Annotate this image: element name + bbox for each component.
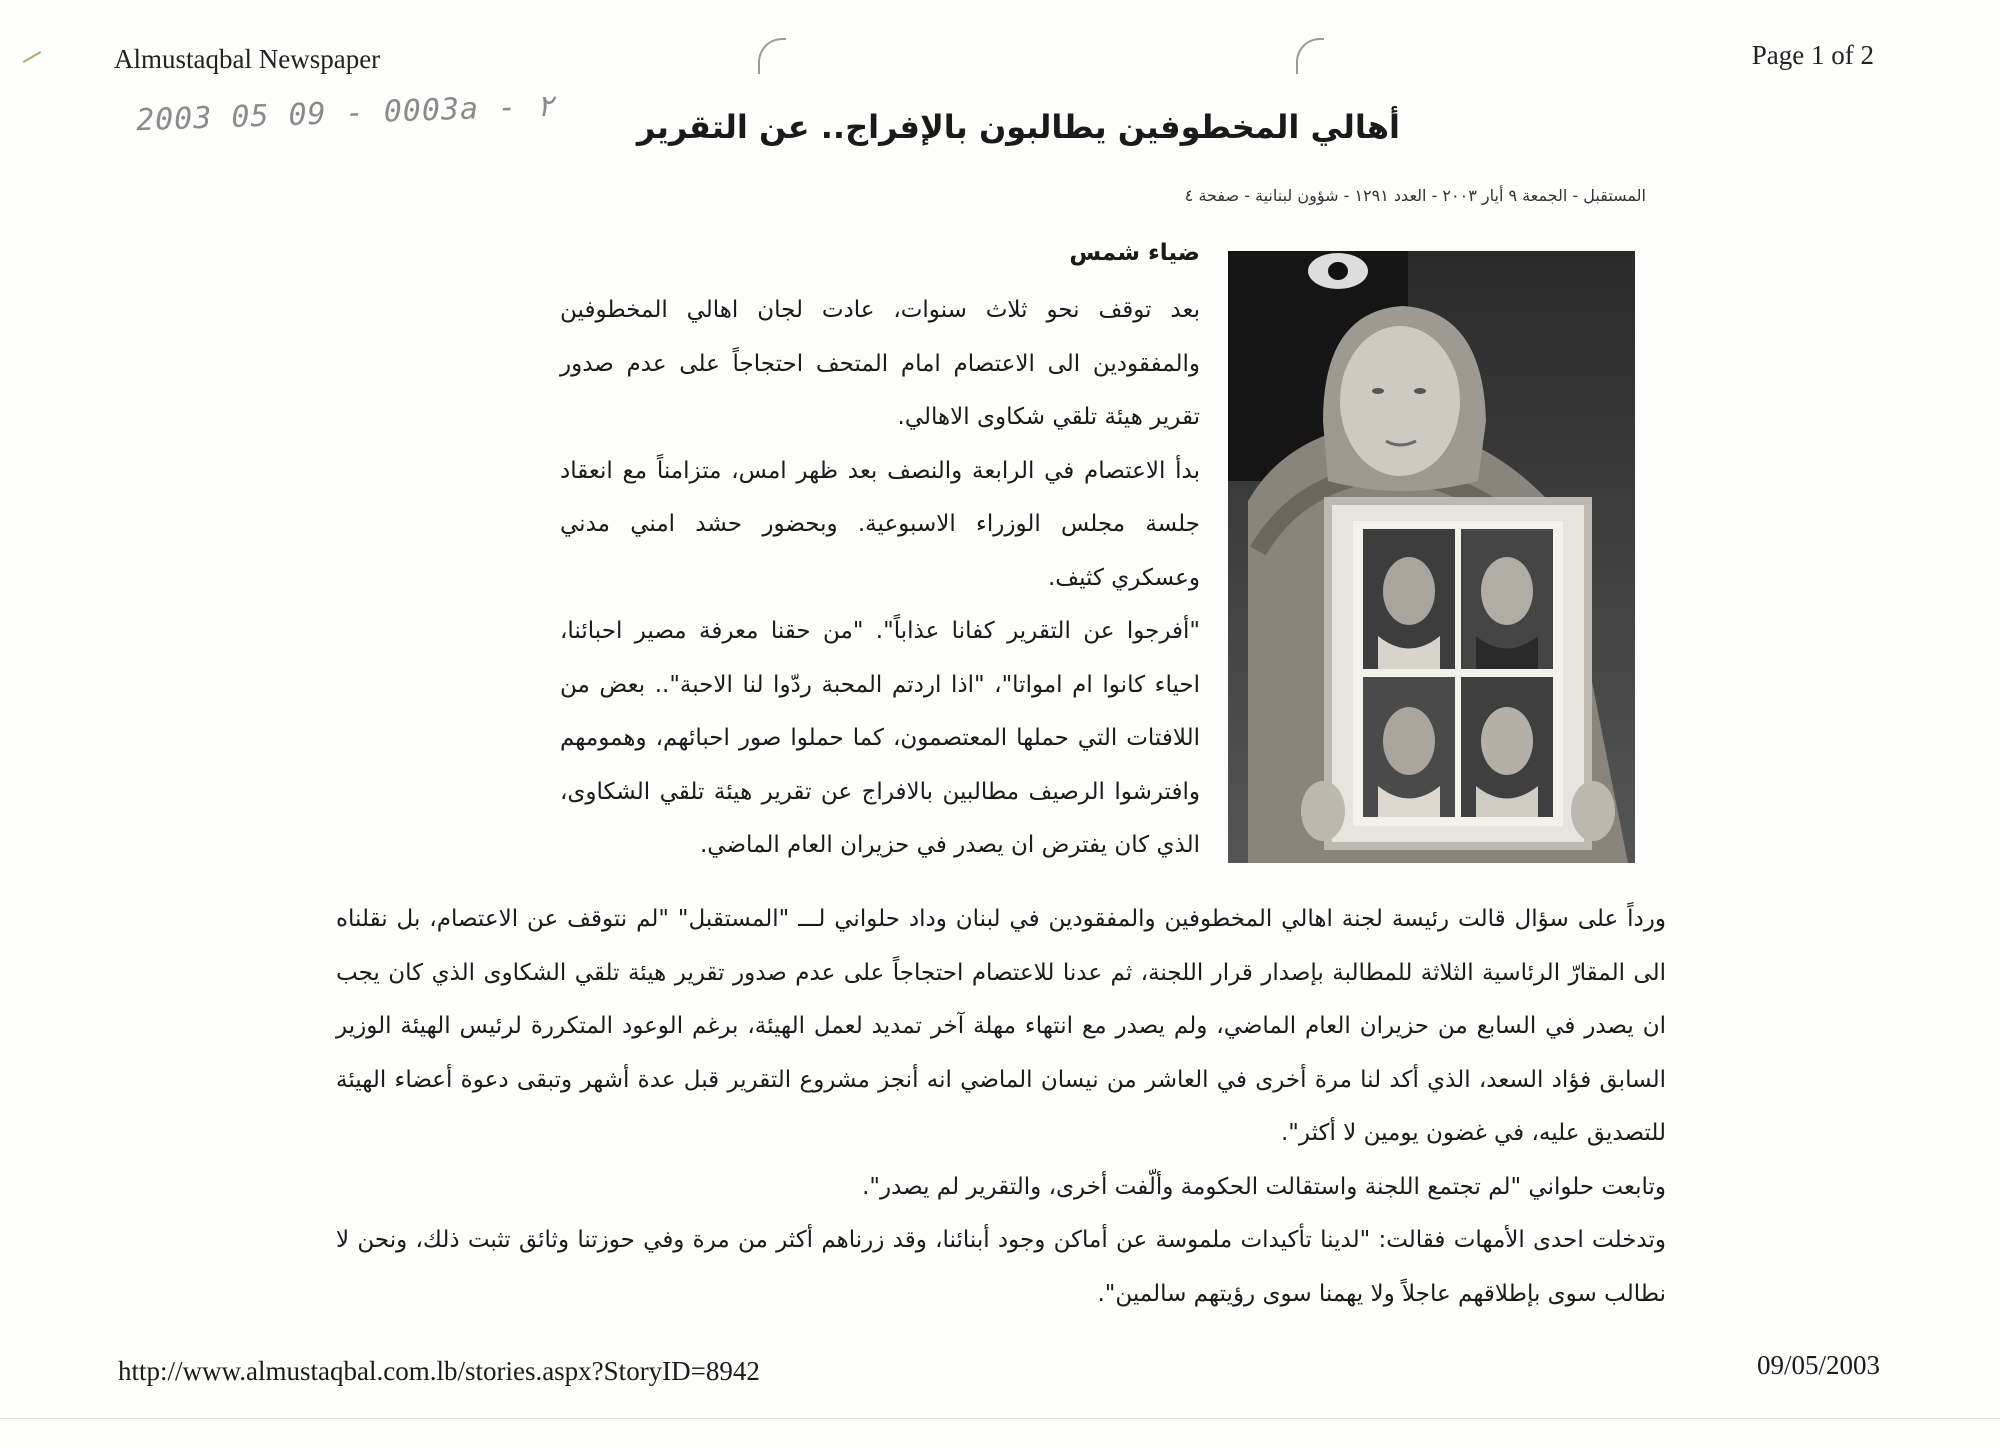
article-photo <box>1228 251 1635 863</box>
article-author: ضياء شمس <box>1069 240 1200 266</box>
margin-mark <box>23 51 41 63</box>
source-url: http://www.almustaqbal.com.lb/stories.aspx?StoryID=8942 <box>118 1356 760 1386</box>
article-paragraph: "أفرجوا عن التقرير كفانا عذاباً". "من حقنا معرفة مصير احبائنا، احياء كانوا ام امواتا"، "اذا اردتم المحبة ردّوا لنا الاحبة".. بعض من اللافتات التي حملها المعتصمون، كما حملوا صور احبائهم، وهمومهم وافترشوا الرصيف مطالبين بالافراج عن تقرير هيئة تلقي الشكاوى، الذي كان يفترض ان يصدر في حزيران العام الماضي. <box>560 618 1200 858</box>
article-meta: المستقبل - الجمعة ٩ أيار ٢٠٠٣ - العدد ١٢٩١ - شؤون لبنانية - صفحة ٤ <box>1184 186 1646 205</box>
page-edge-divider <box>0 1418 2000 1419</box>
article-paragraph: بعد توقف نحو ثلاث سنوات، عادت لجان اهالي المخطوفين والمفقودين الى الاعتصام امام المتحف احتجاجاً على عدم صدور تقرير هيئة تلقي شكاوى الاهالي. <box>560 297 1200 430</box>
article-title: أهالي المخطوفين يطالبون بالإفراج.. عن التقرير <box>636 108 1400 146</box>
handwritten-reference: 2003 05 09 - 0003a - ٢ <box>135 88 555 139</box>
newspaper-name: Almustaqbal Newspaper <box>114 44 381 74</box>
article-body-bottom <box>336 893 1666 1321</box>
article-paragraph: وتدخلت احدى الأمهات فقالت: "لدينا تأكيدات ملموسة عن أماكن وجود أبنائنا، وقد زرناهم أكثر من مرة وفي حوزتنا وثائق تثبت ذلك، ونحن لا نطالب سوى بإطلاقهم عاجلاً ولا يهمنا سوى رؤيتهم سالمين". <box>336 1227 1666 1307</box>
article-paragraph: بدأ الاعتصام في الرابعة والنصف بعد ظهر امس، متزامناً مع انعقاد جلسة مجلس الوزراء الاسبوعية. وبحضور حشد امني مدني وعسكري كثيف. <box>560 457 1200 591</box>
punch-hole-mark <box>758 38 786 74</box>
article-paragraph: ورداً على سؤال قالت رئيسة لجنة اهالي المخطوفين والمفقودين في لبنان وداد حلواني لـــ "المستقبل" "لم نتوقف عن الاعتصام، بل نقلناه الى المقارّ الرئاسية الثلاثة للمطالبة بإصدار قرار اللجنة، ثم عدنا للاعتصام احتجاجاً على عدم صدور تقرير هيئة تلقي الشكاوى الذي كان يجب ان يصدر في السابع من حزيران العام الماضي، ولم يصدر مع انتهاء مهلة آخر تمديد لعمل الهيئة، برغم الوعود المتكررة لرئيس الهيئة الوزير السابق فؤاد السعد، الذي أكد لنا مرة أخرى في العاشر من نيسان الماضي انه أنجز مشروع التقرير قبل عدة أشهر وتبقى دعوة أعضاء الهيئة للتصديق عليه، في غضون يومين لا أكثر". <box>336 906 1666 1146</box>
punch-hole-mark <box>1296 38 1324 74</box>
print-date: 09/05/2003 <box>1756 1350 1880 1380</box>
article-body-top <box>560 284 1200 873</box>
page-indicator: Page 1 of 2 <box>1751 40 1874 70</box>
article-paragraph: وتابعت حلواني "لم تجتمع اللجنة واستقالت الحكومة وألّفت أخرى، والتقرير لم يصدر". <box>862 1173 1666 1200</box>
